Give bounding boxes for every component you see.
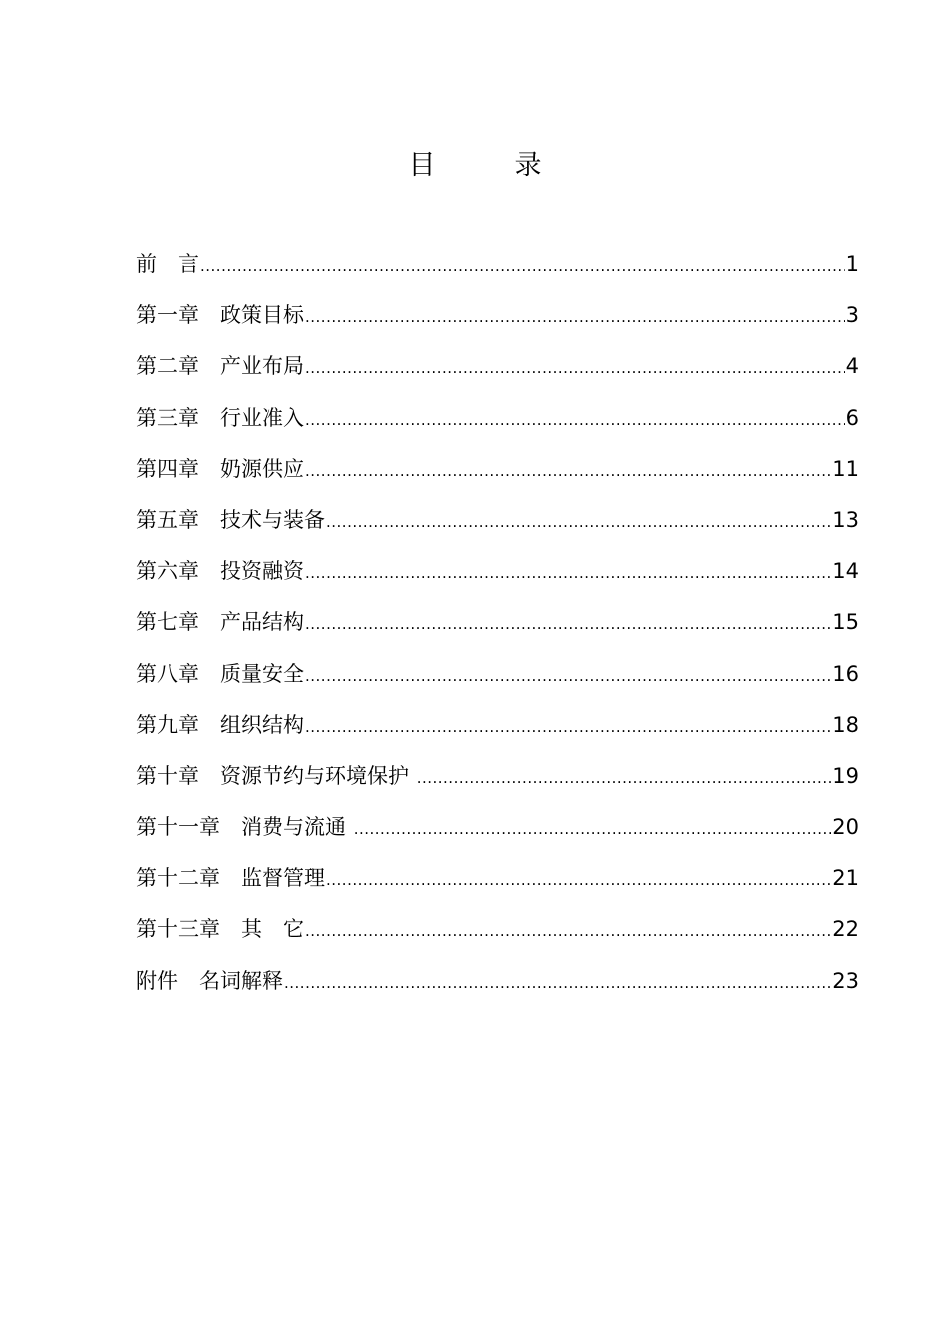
toc-leader-dots: [326, 504, 831, 540]
toc-leader-dots: [305, 709, 831, 745]
toc-entry-page: 4: [845, 354, 859, 379]
toc-entry-label: 第十章 资源节约与环境保护: [136, 763, 416, 788]
toc-entry-label: 附件 名词解释: [136, 968, 283, 993]
toc-leader-dots: [326, 862, 831, 898]
table-of-contents: [136, 246, 859, 1014]
toc-entry-label: 第四章 奶源供应: [136, 456, 304, 481]
toc-leader-dots: [305, 350, 845, 386]
toc-entry-label: 第六章 投资融资: [136, 559, 304, 584]
toc-entry-page: 15: [832, 610, 859, 635]
toc-leader-dots: [305, 402, 845, 438]
toc-leader-dots: [284, 965, 831, 1001]
toc-entry-label: 第十一章 消费与流通: [136, 815, 353, 840]
toc-leader-dots: [417, 760, 832, 796]
toc-entry-chapter-11[interactable]: [136, 809, 859, 860]
toc-entry-chapter-7[interactable]: [136, 604, 859, 655]
toc-entry-label: 前 言: [136, 252, 199, 276]
toc-leader-dots: [200, 248, 845, 284]
toc-entry-chapter-5[interactable]: [136, 502, 859, 553]
toc-entry-chapter-2[interactable]: [136, 348, 859, 399]
toc-leader-dots: [354, 811, 832, 847]
toc-entry-page: 16: [832, 661, 859, 686]
toc-entry-label: 第十三章 其 它: [136, 917, 304, 942]
toc-entry-label: 第七章 产品结构: [136, 610, 304, 635]
toc-entry-page: 19: [832, 763, 859, 788]
toc-entry-chapter-8[interactable]: [136, 656, 859, 707]
toc-entry-page: 18: [832, 712, 859, 737]
toc-entry-chapter-12[interactable]: [136, 860, 859, 911]
toc-entry-label: 第九章 组织结构: [136, 712, 304, 737]
toc-entry-page: 3: [845, 303, 859, 328]
toc-entry-page: 1: [845, 252, 859, 276]
toc-entry-chapter-9[interactable]: [136, 707, 859, 758]
toc-entry-chapter-4[interactable]: [136, 451, 859, 502]
toc-leader-dots: [305, 299, 845, 335]
toc-entry-label: 第三章 行业准入: [136, 405, 304, 430]
toc-entry-appendix[interactable]: [136, 963, 859, 1014]
toc-entry-chapter-1[interactable]: [136, 297, 859, 348]
toc-entry-preface[interactable]: [136, 246, 859, 297]
toc-leader-dots: [305, 913, 831, 949]
toc-entry-page: 20: [832, 815, 859, 840]
toc-entry-page: 21: [832, 866, 859, 891]
toc-entry-page: 23: [832, 968, 859, 993]
toc-entry-label: 第八章 质量安全: [136, 661, 304, 686]
toc-leader-dots: [305, 453, 831, 489]
toc-entry-label: 第十二章 监督管理: [136, 866, 325, 891]
toc-entry-chapter-10[interactable]: [136, 758, 859, 809]
toc-leader-dots: [305, 658, 831, 694]
toc-entry-page: 22: [832, 917, 859, 942]
toc-entry-chapter-13[interactable]: [136, 911, 859, 962]
toc-entry-page: 13: [832, 507, 859, 532]
page-title: 目 录: [408, 150, 568, 181]
toc-leader-dots: [305, 555, 831, 591]
toc-entry-page: 14: [832, 559, 859, 584]
toc-entry-chapter-6[interactable]: [136, 553, 859, 604]
toc-entry-page: 6: [845, 405, 859, 430]
toc-entry-page: 11: [832, 456, 859, 481]
toc-entry-label: 第一章 政策目标: [136, 303, 304, 328]
toc-entry-chapter-3[interactable]: [136, 400, 859, 451]
toc-entry-label: 第二章 产业布局: [136, 354, 304, 379]
toc-leader-dots: [305, 606, 831, 642]
toc-entry-label: 第五章 技术与装备: [136, 507, 325, 532]
